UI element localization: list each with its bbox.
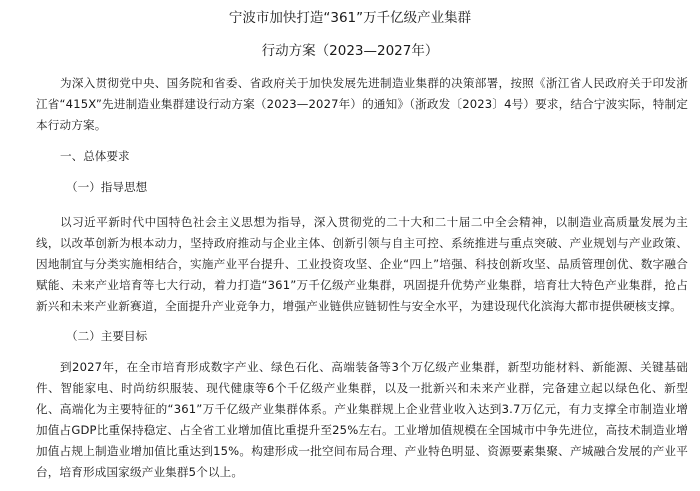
subsection-heading-guiding-ideology: （一）指导思想 [66,180,148,194]
document-title: 宁波市加快打造“361”万千亿级产业集群 [228,10,472,26]
main-goals-paragraph: 到2027年，在全市培育形成数字产业、绿色石化、高端装备等3个万亿级产业集群，新型功能材料、新能源、关键基础件、智能家电、时尚纺织服装、现代健康等6个千亿级产业集群，以及一批新兴和未来产业群，完备建立起以绿色化、新型化、高端化为主要特征的“361”万千亿级产业集群体系。产业集群规上企业营业收入达到3.7万亿元，有力支撑全市制造业增加值占GDP比重保持稳定、占全省工业增加值比重提升至25%左右。工业增加值规模在全国城市中争先进位，高技术制造业增加值占规上制造业增加值比重达到15%。构建形成一批空间布局合理、产业特色明显、资源要素集聚、产城融合发展的产业平台，培育形成国家级产业集群5个以上。 [36,360,688,479]
intro-paragraph: 为深入贯彻党中央、国务院和省委、省政府关于加快发展先进制造业集群的决策部署，按照《浙江省人民政府关于印发浙江省“415X”先进制造业集群建设行动方案（2023—2027年）的通知》（浙政发〔2023〕4号）要求，结合宁波实际，特制定本行动方案。 [36,76,688,132]
guiding-ideology-paragraph: 以习近平新时代中国特色社会主义思想为指导，深入贯彻党的二十大和二十届二中全会精神，以制造业高质量发展为主线，以改革创新为根本动力，坚持政府推动与企业主体、创新引领与自主可控、系统推进与重点突破、产业规划与产业政策、因地制宜与分类实施相结合，实施产业平台提升、工业投资攻坚、企业“四上”培强、科技创新攻坚、品质管理创优、数字融合赋能、未来产业培育等七大行动，着力打造“361”万千亿级产业集群，巩固提升优势产业集群，培育壮大特色产业集群，抢占新兴和未来产业新赛道，全面提升产业竞争力，增强产业链供应链韧性与安全水平，为建设现代化滨海大都市提供硬核支撑。 [36,215,688,313]
document-subtitle: 行动方案（2023—2027年） [261,43,439,59]
subsection-heading-main-goals: （二）主要目标 [66,329,148,343]
section-heading-general-requirements: 一、总体要求 [60,149,130,163]
